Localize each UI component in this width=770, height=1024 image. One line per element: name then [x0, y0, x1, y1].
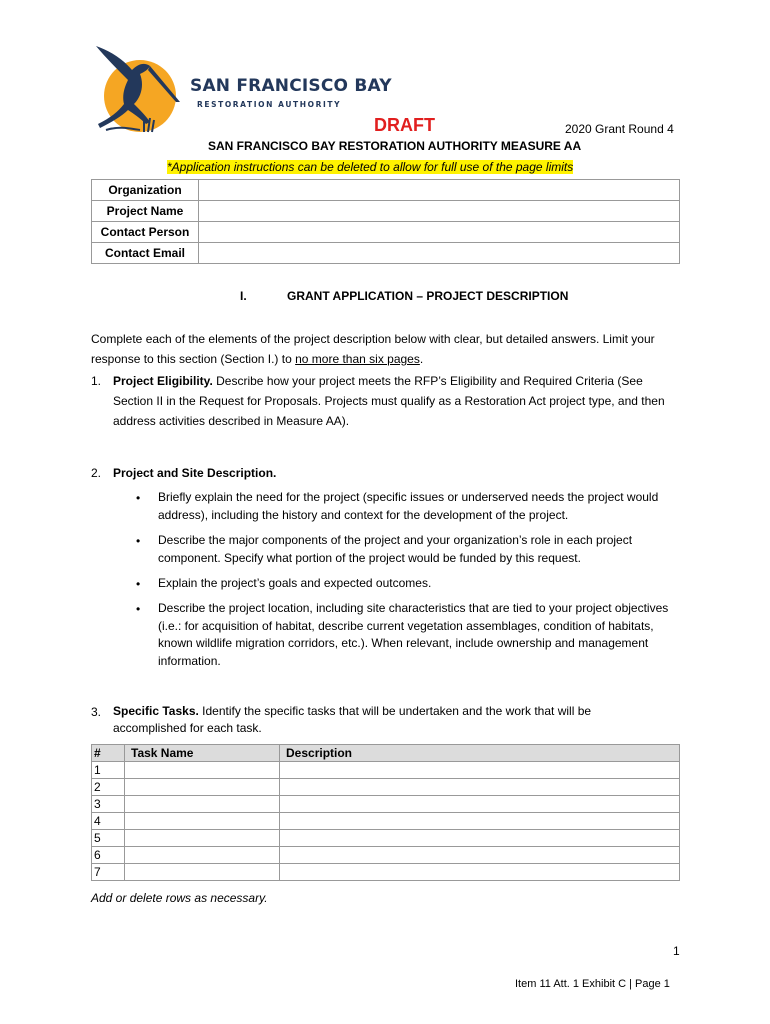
column-header-task-name: Task Name: [125, 745, 280, 762]
item1-number: 1.: [91, 374, 102, 388]
row-number: 5: [92, 830, 125, 847]
task-name-cell[interactable]: [125, 813, 280, 830]
task-description-cell[interactable]: [280, 762, 680, 779]
task-description-cell[interactable]: [280, 796, 680, 813]
row-number: 4: [92, 813, 125, 830]
table-row: [92, 243, 680, 264]
bullet-item: Describe the major components of the project and your organization’s role in each project component. Specify what portion of the project would be funded by this request.: [158, 533, 633, 565]
task-name-cell[interactable]: [125, 796, 280, 813]
org-name-line2: RESTORATION AUTHORITY: [197, 100, 342, 109]
task-description-cell[interactable]: [280, 813, 680, 830]
task-description-cell[interactable]: [280, 864, 680, 881]
table-row: [92, 830, 680, 847]
contact-email-field[interactable]: [199, 243, 680, 264]
task-description-cell[interactable]: [280, 779, 680, 796]
exhibit-footer: Item 11 Att. 1 Exhibit C | Page 1: [515, 978, 670, 990]
table-row: [92, 813, 680, 830]
task-description-cell[interactable]: [280, 847, 680, 864]
bullet-icon: •: [136, 491, 141, 505]
row-number: 2: [92, 779, 125, 796]
bullet-item: Briefly explain the need for the project (specific issues or underserved needs the project would address), including the history and context for the development of the project.: [158, 490, 659, 522]
task-description-cell[interactable]: [280, 830, 680, 847]
contact-person-field[interactable]: [199, 222, 680, 243]
applicant-info-table: [91, 179, 680, 264]
bullet-item: Describe the project location, including site characteristics that are tied to your project objectives (i.e.: for acquisition of habitat, describe current vegetation assemblages, condition of habitats, known wildlife migration corridors, etc.). When relevant, include ownership and management information.: [158, 601, 669, 668]
bullet-icon: •: [136, 534, 141, 548]
tasks-table: [91, 744, 680, 881]
intro-text: Complete each of the elements of the project description below with clear, but detailed answers. Limit your response to this section (Section I.) to: [91, 332, 655, 366]
item3-text: Identify the specific tasks that will be undertaken and the work that will be accomplished for each task.: [113, 704, 592, 735]
info-label: Project Name: [92, 201, 199, 222]
task-name-cell[interactable]: [125, 864, 280, 881]
column-header-number: #: [92, 745, 125, 762]
table-row: [92, 762, 680, 779]
table-row: [92, 779, 680, 796]
row-number: 3: [92, 796, 125, 813]
table-row: [92, 864, 680, 881]
instructions-highlight: *Application instructions can be deleted to allow for full use of the page limits: [167, 160, 574, 174]
bullet-icon: •: [136, 577, 141, 591]
task-name-cell[interactable]: [125, 779, 280, 796]
grant-round: 2020 Grant Round 4: [565, 122, 674, 136]
section-title: GRANT APPLICATION – PROJECT DESCRIPTION: [287, 289, 569, 303]
item3-number: 3.: [91, 705, 102, 719]
bullet-item: Explain the project’s goals and expected outcomes.: [158, 576, 432, 590]
draft-label: DRAFT: [374, 115, 435, 135]
item1-body: [113, 371, 681, 431]
item2-number: 2.: [91, 466, 102, 480]
section-number: I.: [240, 289, 247, 303]
item3-body: [113, 703, 653, 737]
table-row: [92, 180, 680, 201]
info-label: Contact Email: [92, 243, 199, 264]
org-name-line1: SAN FRANCISCO BAY: [190, 76, 392, 96]
task-name-cell[interactable]: [125, 830, 280, 847]
logo: [88, 44, 188, 136]
task-name-cell[interactable]: [125, 762, 280, 779]
page-limit-text: no more than six pages: [295, 352, 420, 366]
tasks-note: Add or delete rows as necessary.: [91, 891, 268, 905]
intro-end: .: [419, 352, 424, 366]
info-label: Organization: [92, 180, 199, 201]
table-row: [92, 847, 680, 864]
project-name-field[interactable]: [199, 201, 680, 222]
instructions-note: [167, 160, 573, 175]
task-name-cell[interactable]: [125, 847, 280, 864]
table-row: [92, 201, 680, 222]
item2-heading: Project and Site Description.: [113, 466, 277, 480]
table-header-row: [92, 745, 680, 762]
row-number: 6: [92, 847, 125, 864]
table-row: [92, 796, 680, 813]
document-title: SAN FRANCISCO BAY RESTORATION AUTHORITY MEASURE AA: [208, 139, 582, 153]
info-label: Contact Person: [92, 222, 199, 243]
item3-heading: Specific Tasks.: [113, 704, 199, 718]
item1-heading: Project Eligibility.: [113, 374, 213, 388]
page-number: 1: [673, 944, 680, 958]
bullet-icon: •: [136, 602, 141, 616]
row-number: 1: [92, 762, 125, 779]
column-header-description: Description: [280, 745, 680, 762]
organization-field[interactable]: [199, 180, 680, 201]
row-number: 7: [92, 864, 125, 881]
item1-text: Describe how your project meets the RFP’s Eligibility and Required Criteria (See Section II in the Request for Proposals. Projects must qualify as a Restoration Act project type, and then address activities described in Measure AA).: [113, 374, 665, 428]
table-row: [92, 222, 680, 243]
section-intro: [91, 329, 681, 369]
heron-logo-icon: [88, 44, 188, 136]
